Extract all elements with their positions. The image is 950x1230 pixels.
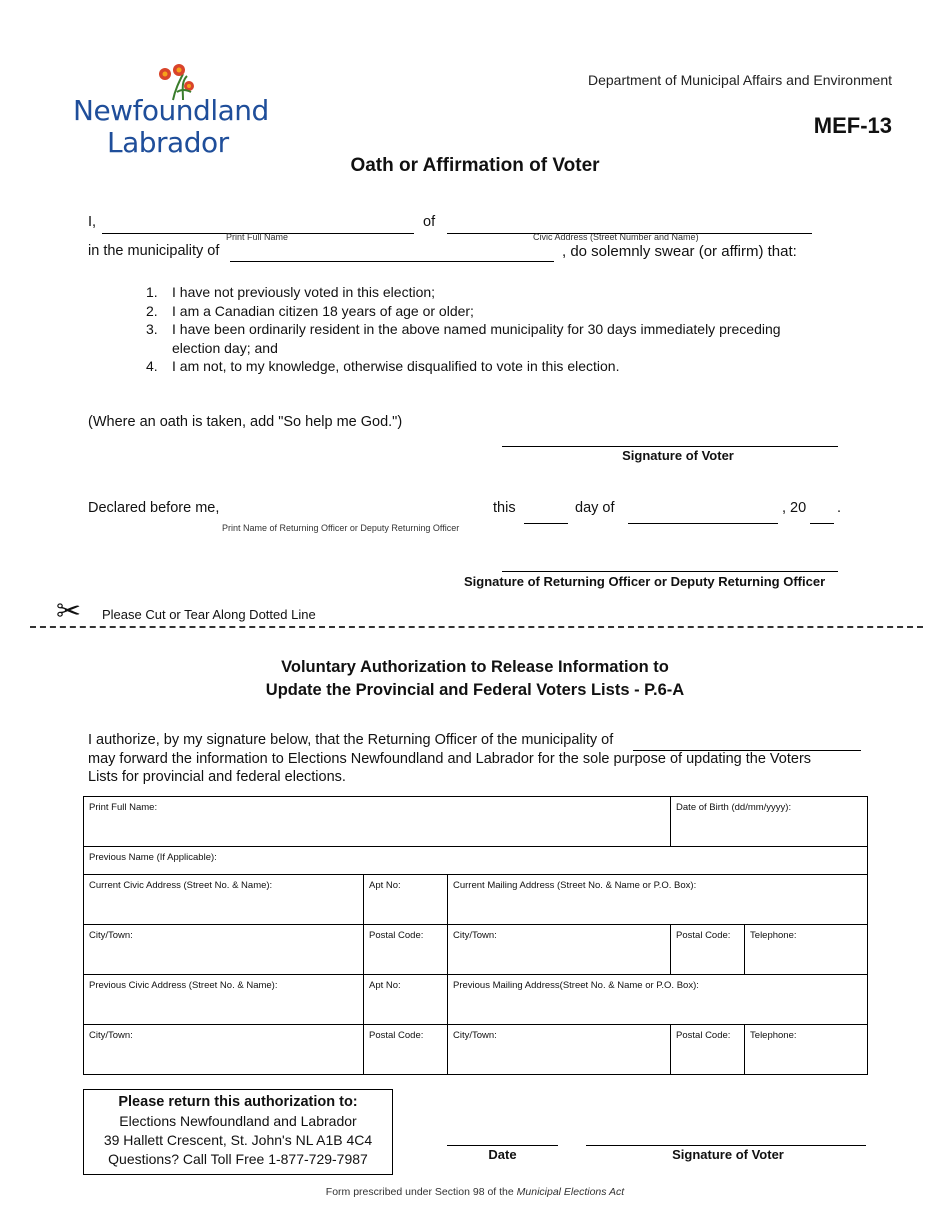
municipality-field[interactable] (230, 261, 554, 262)
return-address-box (83, 1089, 393, 1175)
dob-cell[interactable]: Date of Birth (dd/mm/yyyy): (671, 797, 868, 847)
current-mailing-postal-cell[interactable]: Postal Code: (671, 925, 745, 975)
list-item: 2. I am a Canadian citizen 18 years of age or older; (146, 302, 474, 319)
previous-postal-cell[interactable]: Postal Code: (364, 1025, 448, 1075)
current-telephone-cell[interactable]: Telephone: (745, 925, 868, 975)
date-field[interactable] (447, 1145, 558, 1146)
this-label: this (493, 500, 516, 516)
return-heading: Please return this authorization to: (118, 1094, 358, 1110)
list-item: 1. I have not previously voted in this election; (146, 284, 436, 300)
oath-note: (Where an oath is taken, add "So help me God.") (88, 414, 403, 430)
print-full-name-cell[interactable]: Print Full Name: (84, 797, 671, 847)
form-number: MEF-13 (813, 113, 892, 138)
ro-signature-field[interactable] (502, 571, 838, 572)
list-item: 3. I have been ordinarily resident in the above named municipality for 30 days immediately preceding election day; and (146, 321, 781, 356)
print-name-ro-caption: Print Name of Returning Officer or Deputy Returning Officer (222, 523, 460, 533)
cut-instruction: Please Cut or Tear Along Dotted Line (102, 607, 316, 622)
auth-para-line2: may forward the information to Elections Newfoundland and Labrador for the sole purpose of updating the Voters (88, 751, 812, 767)
day-of-label: day of (575, 500, 615, 516)
voter-signature-field[interactable] (502, 446, 838, 447)
nl-logo (73, 62, 273, 158)
civic-address-caption: Civic Address (Street Number and Name) (533, 232, 699, 242)
return-line1: Elections Newfoundland and Labrador (119, 1113, 357, 1129)
period: . (837, 500, 842, 516)
previous-apt-cell[interactable]: Apt No: (364, 975, 448, 1025)
date-caption: Date (488, 1147, 517, 1162)
signature-ro-caption: Signature of Returning Officer or Deputy Returning Officer (464, 574, 826, 589)
current-mailing-cell[interactable]: Current Mailing Address (Street No. & Name or P.O. Box): (448, 875, 868, 925)
current-civic-cell[interactable]: Current Civic Address (Street No. & Name): (84, 875, 364, 925)
current-city-cell[interactable]: City/Town: (84, 925, 364, 975)
list-item: 4. I am not, to my knowledge, otherwise disqualified to vote in this election. (146, 358, 620, 374)
logo-text-newfoundland: Newfoundland (73, 94, 269, 127)
previous-city-cell[interactable]: City/Town: (84, 1025, 364, 1075)
month-field[interactable] (628, 523, 778, 524)
oath-conditions-list (146, 283, 826, 376)
oath-title: Oath or Affirmation of Voter (350, 155, 600, 176)
department-name: Department of Municipal Affairs and Environment (587, 72, 892, 88)
swear-text: , do solemnly swear (or affirm) that: (562, 243, 797, 260)
cut-dotted-line (30, 626, 923, 628)
current-postal-cell[interactable]: Postal Code: (364, 925, 448, 975)
auth-title-line2: Update the Provincial and Federal Voters Lists - P.6-A (265, 681, 685, 699)
year-field[interactable] (810, 523, 834, 524)
previous-mailing-city-cell[interactable]: City/Town: (448, 1025, 671, 1075)
auth-signature-caption: Signature of Voter (672, 1147, 784, 1162)
scissors-icon: ✂ (56, 595, 82, 628)
signature-of-voter-caption: Signature of Voter (622, 448, 734, 463)
previous-mailing-postal-cell[interactable]: Postal Code: (671, 1025, 745, 1075)
voter-info-table (83, 796, 868, 1075)
year-prefix: , 20 (782, 500, 807, 516)
previous-name-cell[interactable]: Previous Name (If Applicable): (84, 847, 868, 875)
day-field[interactable] (524, 523, 568, 524)
act-name: Municipal Elections Act (516, 1186, 625, 1198)
current-mailing-city-cell[interactable]: City/Town: (448, 925, 671, 975)
current-apt-cell[interactable]: Apt No: (364, 875, 448, 925)
logo-text-labrador: Labrador (107, 126, 229, 159)
i-label: I, (88, 214, 97, 230)
return-line3: Questions? Call Toll Free 1-877-729-7987 (108, 1151, 368, 1167)
auth-title-line1: Voluntary Authorization to Release Information to (281, 658, 669, 676)
print-full-name-caption: Print Full Name (226, 232, 289, 242)
previous-telephone-cell[interactable]: Telephone: (745, 1025, 868, 1075)
auth-para-line1: I authorize, by my signature below, that the Returning Officer of the municipality of (88, 732, 614, 748)
of-label: of (423, 214, 436, 230)
return-line2: 39 Hallett Crescent, St. John's NL A1B 4C4 (103, 1132, 373, 1148)
auth-signature-field[interactable] (586, 1145, 866, 1146)
previous-civic-cell[interactable]: Previous Civic Address (Street No. & Name): (84, 975, 364, 1025)
municipality-label: in the municipality of (88, 243, 220, 259)
declared-label: Declared before me, (88, 500, 220, 516)
auth-para-line3: Lists for provincial and federal elections. (88, 769, 346, 785)
footer-note: Form prescribed under Section 98 of the Municipal Elections Act (325, 1186, 625, 1198)
previous-mailing-cell[interactable]: Previous Mailing Address(Street No. & Name or P.O. Box): (448, 975, 868, 1025)
